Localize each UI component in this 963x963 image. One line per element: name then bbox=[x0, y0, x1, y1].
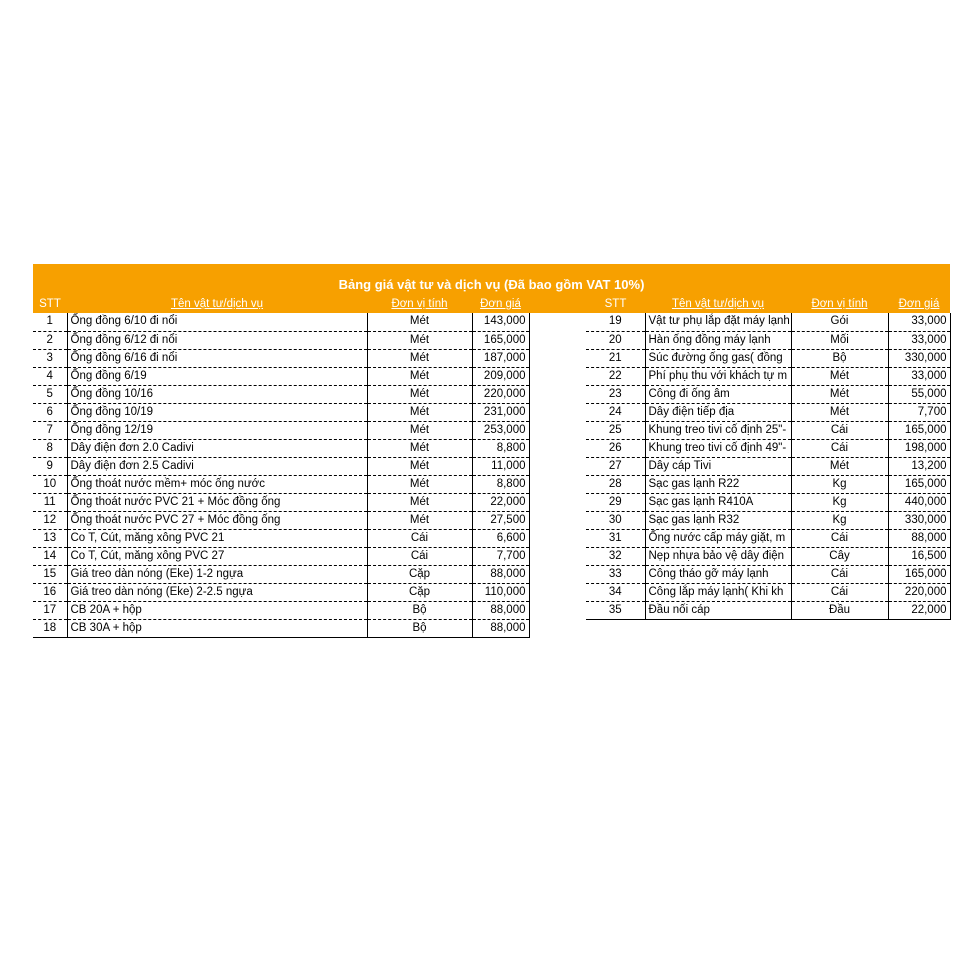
row-price: 253,000 bbox=[472, 421, 529, 439]
header-unit: Đơn vị tính bbox=[791, 295, 888, 313]
row-stt: 27 bbox=[586, 457, 645, 475]
row-price: 88,000 bbox=[472, 619, 529, 637]
row-stt: 16 bbox=[33, 583, 67, 601]
row-stt: 9 bbox=[33, 457, 67, 475]
row-stt: 28 bbox=[586, 475, 645, 493]
row-unit: Cây bbox=[791, 547, 888, 565]
row-price: 27,500 bbox=[472, 511, 529, 529]
row-item-name: Khung treo tivi cố định 49"- bbox=[645, 439, 791, 457]
row-price: 22,000 bbox=[888, 601, 950, 619]
header-stt: STT bbox=[33, 295, 67, 313]
table-row bbox=[33, 493, 529, 511]
row-stt: 17 bbox=[33, 601, 67, 619]
row-unit: Cặp bbox=[367, 583, 472, 601]
row-stt: 8 bbox=[33, 439, 67, 457]
table-row bbox=[33, 583, 529, 601]
row-item-name: Nẹp nhựa bảo vệ dây điện bbox=[645, 547, 791, 565]
row-price: 8,800 bbox=[472, 439, 529, 457]
row-item-name: Co T, Cút, măng xông PVC 21 bbox=[67, 529, 367, 547]
row-stt: 13 bbox=[33, 529, 67, 547]
row-price: 6,600 bbox=[472, 529, 529, 547]
row-item-name: Ống đồng 10/19 bbox=[67, 403, 367, 421]
header-unit: Đơn vị tính bbox=[367, 295, 472, 313]
row-stt: 21 bbox=[586, 349, 645, 367]
row-unit: Mét bbox=[367, 403, 472, 421]
row-unit: Bộ bbox=[367, 619, 472, 637]
table-row bbox=[586, 601, 950, 619]
row-price: 22,000 bbox=[472, 493, 529, 511]
row-stt: 7 bbox=[33, 421, 67, 439]
title-bar bbox=[33, 264, 950, 295]
row-unit: Mét bbox=[367, 511, 472, 529]
row-stt: 29 bbox=[586, 493, 645, 511]
row-stt: 6 bbox=[33, 403, 67, 421]
row-item-name: Khung treo tivi cố định 25"- bbox=[645, 421, 791, 439]
row-price: 165,000 bbox=[888, 565, 950, 583]
table-row bbox=[586, 331, 950, 349]
row-unit: Bộ bbox=[367, 601, 472, 619]
row-unit: Cái bbox=[791, 583, 888, 601]
row-price: 7,700 bbox=[472, 547, 529, 565]
row-item-name: Ống nước cấp máy giặt, m bbox=[645, 529, 791, 547]
row-item-name: Đầu nối cáp bbox=[645, 601, 791, 619]
table-row bbox=[33, 475, 529, 493]
row-unit: Mét bbox=[367, 349, 472, 367]
table-row bbox=[586, 349, 950, 367]
row-item-name: Công tháo gỡ máy lạnh bbox=[645, 565, 791, 583]
row-stt: 4 bbox=[33, 367, 67, 385]
row-price: 231,000 bbox=[472, 403, 529, 421]
row-stt: 15 bbox=[33, 565, 67, 583]
table-row bbox=[33, 385, 529, 403]
row-item-name: Giá treo dàn nóng (Eke) 1-2 ngựa bbox=[67, 565, 367, 583]
row-price: 88,000 bbox=[472, 601, 529, 619]
row-item-name: Ống đồng 12/19 bbox=[67, 421, 367, 439]
row-price: 88,000 bbox=[472, 565, 529, 583]
row-price: 330,000 bbox=[888, 511, 950, 529]
row-unit: Mét bbox=[367, 331, 472, 349]
row-price: 440,000 bbox=[888, 493, 950, 511]
table-row bbox=[586, 457, 950, 475]
table-row bbox=[33, 331, 529, 349]
row-item-name: CB 20A + hộp bbox=[67, 601, 367, 619]
row-stt: 25 bbox=[586, 421, 645, 439]
table-row bbox=[586, 493, 950, 511]
row-price: 187,000 bbox=[472, 349, 529, 367]
row-stt: 24 bbox=[586, 403, 645, 421]
row-unit: Kg bbox=[791, 493, 888, 511]
price-table-right bbox=[586, 295, 951, 620]
table-row bbox=[33, 547, 529, 565]
row-price: 55,000 bbox=[888, 385, 950, 403]
row-stt: 1 bbox=[33, 313, 67, 331]
row-unit: Cặp bbox=[367, 565, 472, 583]
row-price: 33,000 bbox=[888, 313, 950, 331]
row-item-name: Vật tư phụ lắp đặt máy lạnh bbox=[645, 313, 791, 331]
row-unit: Mét bbox=[367, 493, 472, 511]
row-item-name: Ống đồng 6/12 đi nổi bbox=[67, 331, 367, 349]
row-price: 220,000 bbox=[888, 583, 950, 601]
row-item-name: Ống đồng 6/10 đi nổi bbox=[67, 313, 367, 331]
row-price: 13,200 bbox=[888, 457, 950, 475]
row-unit: Kg bbox=[791, 511, 888, 529]
row-price: 11,000 bbox=[472, 457, 529, 475]
row-item-name: Ống thoát nước mềm+ móc ống nước bbox=[67, 475, 367, 493]
header-row bbox=[33, 295, 529, 313]
row-price: 198,000 bbox=[888, 439, 950, 457]
row-item-name: Dây điện đơn 2.0 Cadivi bbox=[67, 439, 367, 457]
row-price: 8,800 bbox=[472, 475, 529, 493]
header-price: Đơn giá bbox=[472, 295, 529, 313]
row-stt: 26 bbox=[586, 439, 645, 457]
table-row bbox=[33, 511, 529, 529]
row-stt: 35 bbox=[586, 601, 645, 619]
table-row bbox=[586, 547, 950, 565]
row-price: 16,500 bbox=[888, 547, 950, 565]
table-row bbox=[33, 313, 529, 331]
row-unit: Kg bbox=[791, 475, 888, 493]
row-unit: Mét bbox=[367, 439, 472, 457]
row-item-name: Công đi ống âm bbox=[645, 385, 791, 403]
table-row bbox=[33, 439, 529, 457]
row-item-name: Dây cáp Tivi bbox=[645, 457, 791, 475]
table-row bbox=[586, 529, 950, 547]
row-item-name: Co T, Cút, măng xông PVC 27 bbox=[67, 547, 367, 565]
row-unit: Mét bbox=[367, 367, 472, 385]
row-price: 33,000 bbox=[888, 331, 950, 349]
header-name: Tên vật tư/dịch vụ bbox=[645, 295, 791, 313]
table-row bbox=[586, 421, 950, 439]
row-stt: 33 bbox=[586, 565, 645, 583]
row-unit: Cái bbox=[791, 439, 888, 457]
table-row bbox=[586, 385, 950, 403]
row-item-name: Ống thoát nước PVC 21 + Móc đồng ống bbox=[67, 493, 367, 511]
row-stt: 2 bbox=[33, 331, 67, 349]
row-unit: Mét bbox=[791, 457, 888, 475]
row-price: 165,000 bbox=[888, 475, 950, 493]
header-row bbox=[586, 295, 950, 313]
header-name: Tên vật tư/dịch vụ bbox=[67, 295, 367, 313]
sheet-title: Bảng giá vật tư và dịch vụ (Đã bao gồm VAT 10%) bbox=[338, 277, 645, 292]
row-price: 209,000 bbox=[472, 367, 529, 385]
table-row bbox=[33, 601, 529, 619]
row-stt: 32 bbox=[586, 547, 645, 565]
row-item-name: Ống đồng 6/16 đi nổi bbox=[67, 349, 367, 367]
row-item-name: Phí phụ thu với khách tự m bbox=[645, 367, 791, 385]
row-price: 143,000 bbox=[472, 313, 529, 331]
row-stt: 19 bbox=[586, 313, 645, 331]
row-unit: Mét bbox=[791, 385, 888, 403]
table-row bbox=[586, 313, 950, 331]
row-item-name: Dây điện đơn 2.5 Cadivi bbox=[67, 457, 367, 475]
table-row bbox=[33, 529, 529, 547]
row-stt: 5 bbox=[33, 385, 67, 403]
table-row bbox=[586, 403, 950, 421]
table-row bbox=[33, 457, 529, 475]
row-stt: 31 bbox=[586, 529, 645, 547]
table-row bbox=[586, 367, 950, 385]
row-price: 165,000 bbox=[888, 421, 950, 439]
row-item-name: Ống đồng 10/16 bbox=[67, 385, 367, 403]
table-row bbox=[586, 439, 950, 457]
row-item-name: Giá treo dàn nóng (Eke) 2-2.5 ngựa bbox=[67, 583, 367, 601]
row-item-name: Sạc gas lạnh R32 bbox=[645, 511, 791, 529]
table-row bbox=[33, 349, 529, 367]
row-unit: Cái bbox=[367, 529, 472, 547]
row-price: 7,700 bbox=[888, 403, 950, 421]
row-item-name: Súc đường ống gas( đồng bbox=[645, 349, 791, 367]
row-stt: 20 bbox=[586, 331, 645, 349]
table-row bbox=[586, 583, 950, 601]
header-price: Đơn giá bbox=[888, 295, 950, 313]
row-item-name: Ống thoát nước PVC 27 + Móc đồng ống bbox=[67, 511, 367, 529]
row-unit: Cái bbox=[791, 421, 888, 439]
row-price: 33,000 bbox=[888, 367, 950, 385]
table-row bbox=[33, 619, 529, 637]
row-unit: Mét bbox=[367, 475, 472, 493]
table-row bbox=[586, 511, 950, 529]
table-row bbox=[33, 421, 529, 439]
row-price: 88,000 bbox=[888, 529, 950, 547]
row-item-name: Sạc gas lạnh R410A bbox=[645, 493, 791, 511]
row-price: 165,000 bbox=[472, 331, 529, 349]
row-item-name: Ống đồng 6/19 bbox=[67, 367, 367, 385]
table-row bbox=[586, 475, 950, 493]
row-stt: 22 bbox=[586, 367, 645, 385]
row-unit: Mét bbox=[367, 421, 472, 439]
row-stt: 23 bbox=[586, 385, 645, 403]
row-unit: Cái bbox=[367, 547, 472, 565]
row-unit: Gói bbox=[791, 313, 888, 331]
row-stt: 11 bbox=[33, 493, 67, 511]
row-unit: Mối bbox=[791, 331, 888, 349]
row-item-name: Hàn ống đồng máy lạnh bbox=[645, 331, 791, 349]
row-item-name: Sạc gas lạnh R22 bbox=[645, 475, 791, 493]
table-row bbox=[33, 565, 529, 583]
row-unit: Bộ bbox=[791, 349, 888, 367]
row-unit: Cái bbox=[791, 529, 888, 547]
table-row bbox=[33, 403, 529, 421]
row-unit: Mét bbox=[791, 367, 888, 385]
row-price: 110,000 bbox=[472, 583, 529, 601]
row-unit: Mét bbox=[367, 313, 472, 331]
row-item-name: Công lắp máy lạnh( Khi kh bbox=[645, 583, 791, 601]
table-row bbox=[586, 565, 950, 583]
table-row bbox=[33, 367, 529, 385]
header-stt: STT bbox=[586, 295, 645, 313]
row-item-name: Dây điện tiếp địa bbox=[645, 403, 791, 421]
row-stt: 18 bbox=[33, 619, 67, 637]
row-unit: Đầu bbox=[791, 601, 888, 619]
price-table-left bbox=[33, 295, 530, 638]
header-gap-fill bbox=[529, 295, 586, 313]
row-price: 220,000 bbox=[472, 385, 529, 403]
row-stt: 34 bbox=[586, 583, 645, 601]
row-stt: 12 bbox=[33, 511, 67, 529]
row-unit: Cái bbox=[791, 565, 888, 583]
row-stt: 30 bbox=[586, 511, 645, 529]
row-stt: 14 bbox=[33, 547, 67, 565]
row-stt: 10 bbox=[33, 475, 67, 493]
row-price: 330,000 bbox=[888, 349, 950, 367]
row-unit: Mét bbox=[791, 403, 888, 421]
row-item-name: CB 30A + hộp bbox=[67, 619, 367, 637]
row-unit: Mét bbox=[367, 457, 472, 475]
row-stt: 3 bbox=[33, 349, 67, 367]
row-unit: Mét bbox=[367, 385, 472, 403]
